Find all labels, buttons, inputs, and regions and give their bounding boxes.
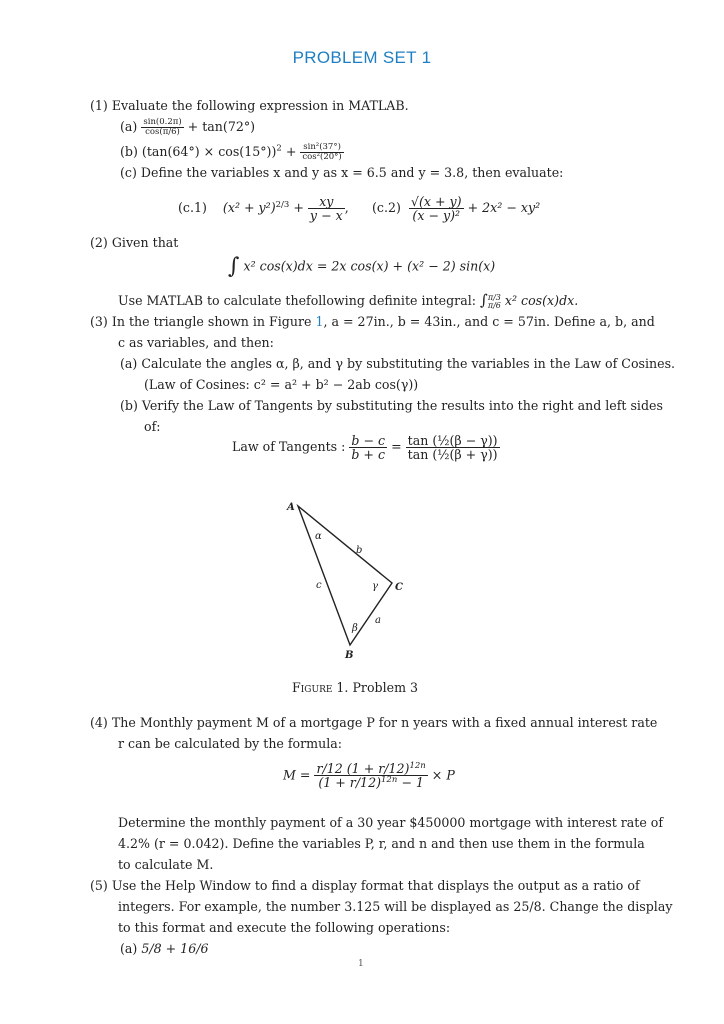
expression-tail: + 2x² − xy² bbox=[467, 200, 541, 216]
figure-reference-link[interactable]: 1 bbox=[315, 314, 324, 329]
formula-times: × P bbox=[431, 767, 455, 783]
angle-gamma-label: γ bbox=[372, 581, 378, 592]
problem-text: Evaluate the following expression in MATLAB. bbox=[111, 98, 409, 113]
instruction: Use MATLAB to calculate thefollowing definite integral: bbox=[118, 293, 476, 308]
problem-4-line2: r can be calculated by the formula: bbox=[118, 736, 342, 751]
problem-number: (2) bbox=[90, 235, 108, 250]
problem-3b-of: of: bbox=[144, 419, 161, 434]
integral-sign: ∫ bbox=[228, 254, 240, 279]
problem-4-line1 bbox=[90, 717, 657, 730]
item-label: (b) bbox=[120, 143, 138, 159]
integrand: x² cos(x)dx. bbox=[504, 293, 579, 308]
item-label: (a) bbox=[120, 941, 138, 956]
denominator-expression: (1 + r/12) bbox=[318, 775, 381, 791]
plus-sign: + bbox=[293, 200, 304, 216]
denominator-exponent: 12n bbox=[381, 775, 398, 786]
numerator-expression: r/12 (1 + r/12) bbox=[316, 761, 410, 777]
upper-limit: π/3 bbox=[487, 292, 501, 302]
problem-5a bbox=[120, 943, 208, 956]
exponent: 2 bbox=[276, 143, 282, 154]
page-title: PROBLEM SET 1 bbox=[292, 48, 432, 67]
vertex-a-label: A bbox=[287, 502, 295, 513]
item-text: Calculate the angles α, β, and γ by substituting the variables in the Law of Cosines. bbox=[141, 356, 676, 371]
figure-caption bbox=[292, 682, 418, 695]
expression: (tan(64°) × cos(15°)) bbox=[141, 143, 277, 159]
problem-5-line1 bbox=[90, 880, 640, 893]
problem-text: The Monthly payment M of a mortgage P for n years with a fixed annual interest rate bbox=[111, 715, 658, 730]
plus-sign: + bbox=[285, 143, 297, 159]
problem-5-line3: to this format and execute the following operations: bbox=[118, 920, 451, 935]
caption-text: Problem 3 bbox=[352, 680, 419, 695]
caption-label: Figure 1. bbox=[292, 680, 349, 695]
problem-5-line2: integers. For example, the number 3.125 will be displayed as 25/8. Change the display bbox=[118, 899, 673, 914]
numerator: b − c bbox=[351, 433, 386, 448]
problem-text: In the triangle shown in Figure bbox=[111, 314, 312, 329]
denominator: tan (½(β + γ)) bbox=[407, 447, 498, 463]
integral-sign: ∫ bbox=[480, 291, 488, 309]
problem-text: Use the Help Window to find a display format that displays the output as a ratio of bbox=[111, 878, 640, 893]
formula-lead: Law of Tangents : bbox=[232, 439, 346, 455]
page-number: 1 bbox=[358, 959, 364, 969]
item-text: Define the variables x and y as x = 6.5 and y = 3.8, then evaluate: bbox=[140, 165, 564, 180]
item-label: (b) bbox=[120, 398, 138, 413]
problem-number: (3) bbox=[90, 314, 108, 329]
numerator: tan (½(β − γ)) bbox=[407, 433, 498, 448]
lower-limit: π/6 bbox=[487, 300, 501, 310]
expression: 5/8 + 16/6 bbox=[141, 941, 209, 956]
numerator bbox=[314, 762, 427, 776]
law-of-cosines: (Law of Cosines: c² = a² + b² − 2ab cos(γ)) bbox=[144, 377, 419, 392]
denominator: (x − y)² bbox=[412, 208, 461, 224]
problem-4-body1: Determine the monthly payment of a 30 year $450000 mortgage with interest rate of bbox=[118, 815, 664, 830]
numerator: sin²(37°) bbox=[300, 143, 343, 153]
item-text: Verify the Law of Tangents by substituting the results into the right and left sides bbox=[141, 398, 663, 413]
comma: , bbox=[344, 200, 349, 216]
denominator: cos²(20°) bbox=[302, 151, 342, 162]
side-b-label: b bbox=[356, 545, 363, 556]
vertex-b-label: B bbox=[345, 650, 354, 661]
problem-number: (1) bbox=[90, 98, 108, 113]
mortgage-formula bbox=[283, 762, 455, 790]
item-label: (a) bbox=[120, 118, 138, 134]
problem-4-body2: 4.2% (r = 0.042). Define the variables P, r, and n and then use them in the formula bbox=[118, 836, 645, 851]
denominator: b + c bbox=[351, 447, 386, 463]
side-a-label: a bbox=[375, 615, 381, 626]
numerator-exponent: 12n bbox=[409, 761, 426, 771]
expression-tail: + tan(72°) bbox=[187, 118, 256, 134]
denominator-tail: − 1 bbox=[401, 775, 424, 791]
problem-number: (4) bbox=[90, 715, 108, 730]
expression: (x² + y²) bbox=[222, 200, 276, 216]
problem-4-body3: to calculate M. bbox=[118, 857, 214, 872]
numerator: xy bbox=[308, 195, 345, 209]
angle-beta-label: β bbox=[352, 623, 358, 634]
item-label: (c) bbox=[120, 165, 137, 180]
numerator: √(x + y) bbox=[410, 194, 462, 209]
problem-text: Given that bbox=[111, 235, 179, 250]
angle-alpha-label: α bbox=[315, 531, 322, 542]
equals-sign: = bbox=[391, 439, 402, 455]
problem-text: , a = 27in., b = 43in., and c = 57in. Define a, b, and bbox=[323, 314, 655, 329]
formula: x² cos(x)dx = 2x cos(x) + (x² − 2) sin(x) bbox=[243, 258, 496, 274]
denominator bbox=[314, 776, 427, 789]
problem-number: (5) bbox=[90, 878, 108, 893]
item-label: (c.1) bbox=[178, 200, 207, 216]
denominator: y − x bbox=[309, 208, 343, 224]
side-c-label: c bbox=[316, 580, 322, 591]
item-label: (a) bbox=[120, 356, 138, 371]
exponent: 2/3 bbox=[275, 200, 290, 211]
numerator: sin(0.2π) bbox=[143, 117, 182, 127]
formula-lhs: M = bbox=[283, 767, 311, 783]
problem-3-line2: c as variables, and then: bbox=[118, 335, 274, 350]
fraction bbox=[314, 762, 427, 790]
denominator: cos(π/6) bbox=[145, 126, 180, 137]
vertex-c-label: C bbox=[395, 582, 403, 593]
item-label: (c.2) bbox=[372, 200, 401, 216]
